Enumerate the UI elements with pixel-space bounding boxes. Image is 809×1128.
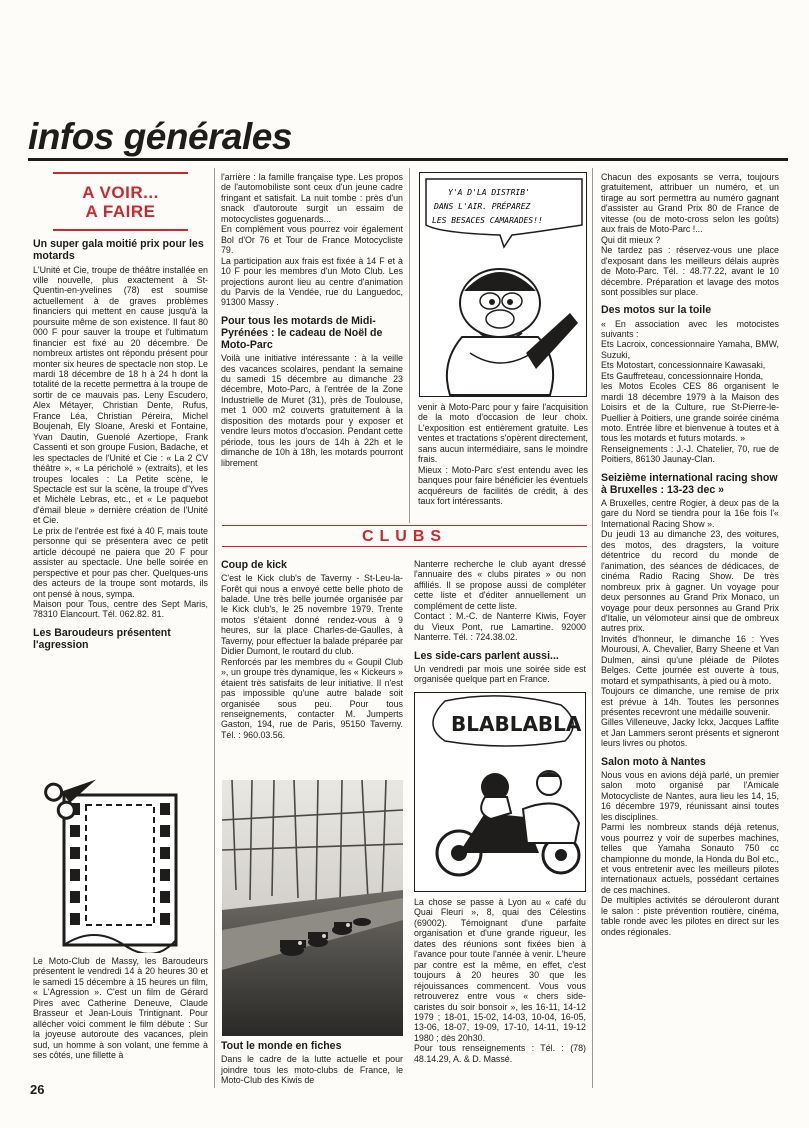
sidecar-comic-illustration: [414, 692, 586, 892]
article-paragraph: L'Unité et Cie, troupe de théâtre installée en ville nouvelle, plus exactement à St-Quentin-en-yvelines (78) est soumise actuellement à de graves problèmes financiers qui mettent en cause jusqu'à la poursuite même de son existence. Il faut 80 000 F pour sauver la troupe et l'ultimatum financier est fixé au 20 décembre. De nombreux artistes ont répondu présent pour monter six heures de spectacle non stop. Le mardi 18 décembre de 18 h à 24 h dont la totalité de la recette permettra à la troupe de sortir de ce mauvais pas. Leny Escudero, Alex Métayer, Christian Dente, Rufus, France Léa, Christian Péreira, Michel Boujenah, Ely Sloane, Areski et Fontaine, Yvan Dautin, Guenolé Azertiope, Frank Cassenti et son groupe Fusion, Badache, et les spectacles de l'Unité et Cie : « La 2 CV théâtre », « La péricholé » (extraits), et les troupes locales : La Petite scène, le Spectacle est sur la scène, la troupe d'Yves et Michèle Lebras, etc., et « Le paquebot d'émail bleue » dernière création de l'Unité et Cie.: [33, 264, 208, 526]
column-1-continued: [33, 956, 208, 1061]
voir-title: A VOIR... A FAIRE: [82, 183, 159, 221]
voir-rule-bottom: [53, 229, 188, 231]
article-paragraph: « En association avec les motocistes suivants :: [601, 318, 779, 339]
voir-rule-top: [53, 172, 188, 174]
article-paragraph: Nanterre recherche le club ayant dressé l'annuaire des « clubs pirates » ou non affiliés. Il se propose aussi de compléter cette liste et d'éditer annuellement un complément de cette liste.: [414, 559, 586, 611]
article-paragraph: Ne tardez pas : réservez-vous une place d'exposant dans les meilleurs délais auprès de Moto-Parc. Tél. : 48.77.22, avant le 10 décembre. Préparation et lavage des motos sont possibles sur place.: [601, 245, 779, 297]
column-4: [601, 172, 779, 937]
article-paragraph: Contact : M.-C. de Nanterre Kiwis, Foyer du Vieux Pont, rue Lamartine. 92000 Nanterre. Tél. : 724.38.02.: [414, 611, 586, 643]
column-2b-continued: [221, 1040, 403, 1085]
column-1: [33, 172, 208, 653]
article-paragraph: Voilà une initiative intéressante : à la veille des vacances scolaires, pendant la semaine du samedi 15 décembre au dimanche 23 décembre, Moto-Parc, à l'entrée de la Zone Industrielle de Muret (31), près de Toulouse, met 1 000 m2 couverts gratuitement à la disposition des motards pour y exposer et vendre leurs motos d'occasion. Pendant cette période, tous les jours de 14h à 22h et le dimanche de 10h à 18h, les motards pourront librement: [221, 353, 403, 468]
article-paragraph: En complément vous pourrez voir également Bol d'Or 76 et Tour de France Motocycliste 79.: [221, 224, 403, 256]
article-heading: Tout le monde en fiches: [221, 1040, 342, 1052]
cartoon-illustration: [419, 172, 587, 397]
photo-motorcycles-icon: [222, 780, 403, 1036]
article-paragraph: Dans le cadre de la lutte actuelle et pour joindre tous les moto-clubs de France, le Moto-Club des Kiwis de: [221, 1054, 403, 1085]
article-paragraph: C'est le Kick club's de Taverny - St-Leu-la-Forêt qui nous a envoyé cette belle photo de balade. Une très belle journée organisée par le Kick club's, le 25 novembre 1979. Trente motos s'étaient donné rendez-vous à 9 heures, sur la place Charles-de-Gaulles, à Taverny, pour effectuer la balade préparée par Didier Dumont, le routard du club.: [221, 573, 403, 657]
article-paragraph: La participation aux frais est fixée à 14 F et à 10 F pour les membres d'un Moto Club. Les projections auront lieu au centre d'animation du Parvis de la Vendée, rue du Languedoc, 91300 Massy .: [221, 255, 403, 308]
column-3b-continued: [414, 897, 586, 1064]
column-divider: [214, 168, 215, 1088]
article-paragraph: venir à Moto-Parc pour y faire l'acquisition de la moto d'occasion de leur choix. L'exposition est entièrement gratuite. Les ventes et tractations s'opèrent directement, sans aucun intermédiaire, sans le moindre frais.: [418, 402, 588, 465]
scissors-film-icon: [34, 775, 206, 953]
article-heading: Des motos sur la toile: [601, 304, 712, 317]
column-2b: [221, 559, 403, 740]
article-paragraph: Chacun des exposants se verra, toujours gratuitement, attribuer un numéro, et un tirage au sort permettra au numéro gagnant d'assister au Grand Prix 80 de France de vitesse (ou de moto-cross selon les goûts) aux frais de Moto-Parc !...: [601, 172, 779, 235]
column-3: [418, 402, 588, 507]
sidecar-icon: [415, 693, 586, 892]
article-paragraph: La chose se passe à Lyon au « café du Quai Fleuri », 8, quai des Célestins (69002). Témoignant d'une parfaite organisation et d'une grande rigueur, les dates des réunions sont fixées bien à l'avance pour toute l'année à venir. L'heure par contre est la même, en effet, c'est toujours à 20 heures 30 que les réjouissances commencent. Vous vous retrouverez entre vous « chers side-caristes du soir bonsoir », les 16-11, 14-12 1979 ; 18-01, 15-02, 14-03, 10-04, 16-05, 13-06, 18-07, 19-09, 17-10, 14-11, 19-12 1980 ; dès 20h30.: [414, 897, 586, 1043]
page-title: infos générales: [28, 116, 292, 157]
article-paragraph: Du jeudi 13 au dimanche 23, des voitures, des motos, des dragsters, la voiture détentrice du record du monde de l'animation, des séances de dédicaces, de cinéma Radio Racing Show. De très nombreux prix à gagner. Un voyage pour deux personnes au Grand Prix Monaco, un voyage pour deux personnes au Grand Prix d'Italie, un vélomoteur ainsi que de ombreux autres prix.: [601, 529, 779, 634]
article-paragraph: l'arrière : la famille française type. Les propos de l'automobiliste sont ceux d'un jeune cadre fringant et satisfait. La nuit tombe : près d'un snack d'autoroute surgit un essaim de motocyclistes goguenards...: [221, 172, 403, 224]
article-paragraph: Ets Gauffreteau, concessionnaire Honda,: [601, 370, 764, 381]
article-paragraph: Maison pour Tous, centre des Sept Maris, 78310 Elancourt. Tél. 062.82. 81.: [33, 599, 208, 620]
article-heading: Les Baroudeurs présentent l'agression: [33, 626, 171, 651]
article-paragraph: Le Moto-Club de Massy, les Baroudeurs présentent le vendredi 14 à 20 heures 30 et le samedi 15 décembre à 15 heures un film, « L'Agression ». C'est un film de Gérard Pires avec Catherine Deneuve, Claude Brasseur et Jean-Louis Trintignant. Pour allécher voici comment le film débute : Sur la joyeuse autoroute des vacances, plein sud, un homme à son volant, une femme à ses côtés, une fillette à: [33, 956, 208, 1061]
clubs-section-header: [222, 525, 587, 547]
article-paragraph: Pour tous renseignements : Tél. : (78) 48.14.29, A. & D. Massé.: [414, 1043, 586, 1064]
clubs-title: CLUBS: [361, 528, 448, 545]
bubble-line-2: DANS L'AIR. PRÉPAREZ: [434, 202, 531, 211]
article-paragraph: Nous vous en avions déjà parlé, un premier salon moto organisé par l'Amicale Motocycliste de Nantes, aura lieu les 14, 15, 16 décembre 1979, réunissant ainsi toutes les disciplines.: [601, 769, 779, 822]
article-paragraph: Renforcés par les membres du « Goupil Club », un groupe très dynamique, les « Kickeurs » étaient très satisfaits de leur initiative. Il n'est pas impossible qu'une autre balade soit organisée sous peu. Pour tous renseignements, contacter M. Jumperts Gaston, 194, rue de Paris, 95150 Taverny. Tél. : 960.03.56.: [221, 656, 403, 740]
article-paragraph: Qui dit mieux ?: [601, 234, 661, 245]
article-paragraph: A Bruxelles, centre Rogier, à deux pas de la gare du Nord se tiendra pour la 16e fois l'« International Racing Show ».: [601, 497, 779, 529]
bubble-line-1: Y'A D'LA DISTRIB': [448, 188, 530, 197]
article-paragraph: Toujours ce dimanche, une remise de prix est prévue à 14h. Toutes les personnes présentes recevront une médaille souvenir.: [601, 686, 779, 718]
article-heading: Les side-cars parlent aussi...: [414, 649, 559, 662]
column-divider: [592, 168, 593, 1088]
header-rule: [28, 158, 788, 161]
page-number: 26: [30, 1082, 45, 1097]
article-paragraph: De multiples activités se dérouleront durant le salon : piste prévention routière, cinéma, table ronde avec les pilotes en direct sur les ondes régionales.: [601, 895, 779, 937]
article-heading: Pour tous les motards de Midi-Pyrénées : le cadeau de Noël de Moto-Parc: [221, 314, 383, 352]
scissors-film-illustration: [34, 775, 206, 953]
comic-speech-text: BLABLABLA: [451, 712, 582, 736]
article-paragraph: Ets Lacroix, concessionnaire Yamaha, BMW, Suzuki,: [601, 339, 779, 360]
club-ride-photo: [222, 780, 403, 1036]
article-paragraph: Renseignements : J.-J. Chatelier, 70, rue de Poitiers, 86130 Jaunay-Clan.: [601, 443, 779, 465]
article-paragraph: Invités d'honneur, le dimanche 16 : Yves Mourousi, A. Chevalier, Barry Sheene et Van Dulmen, ainsi qu'une pléiade de Pilotes Belges. Cette journée est ouverte à tous, motard et sympathisants, à pied ou à moto.: [601, 633, 779, 686]
article-paragraph: Un vendredi par mois une soirée side est organisée quelque part en France.: [414, 663, 586, 685]
article-paragraph: Ets Motostart, concessionnaire Kawasaki,: [601, 360, 766, 371]
article-heading: Un super gala moitié prix pour les motards: [33, 238, 204, 263]
article-heading: Coup de kick: [221, 559, 287, 571]
column-3b: [414, 559, 586, 685]
column-2: [221, 172, 403, 468]
column-divider: [409, 168, 410, 523]
cartoon-character-icon: [420, 173, 587, 397]
article-paragraph: Parmi les nombreux stands déjà retenus, vous pourrez y voir de superbes machines, telles que Yamaha Sonauto 750 cc championne du monde, la Honda du Bol etc., et vous entretenir avec les meilleurs pilotes internationaux actuels, possédant certaines de ces machines.: [601, 822, 779, 895]
article-heading: Salon moto à Nantes: [601, 755, 706, 768]
article-paragraph: Mieux : Moto-Parc s'est entendu avec les banques pour faire bénéficier les éventuels acquéreurs de facilités de crédit, à des taux fort intéressants.: [418, 464, 588, 507]
article-heading: Seizième international racing show à Bruxelles : 13-23 dec »: [601, 471, 778, 496]
article-paragraph: Gilles Villeneuve, Jacky Ickx, Jacques Laffite et Jan Lammers seront présents et signeront leurs livres ou photos.: [601, 717, 779, 749]
bubble-line-3: LES BESACES CAMARADES!!: [432, 216, 543, 225]
article-paragraph: Le prix de l'entrée est fixé à 40 F, mais toute personne qui se présentera avec ce petit article découpé ne paiera que 20 F pour assister au spectacle. Une belle soirée en perspective et pour pas cher. Quelques-uns des acteurs de la troupe sont motards, ils ont pensé à nous, sympa.: [33, 525, 208, 599]
article-paragraph: les Motos Ecoles CES 86 organisent le mardi 18 décembre 1979 à la Maison des Loisirs et de la Culture, rue St-Pierre-le-Puellier à Poitiers, une grande soirée cinéma moto. Entrée libre et bienvenue à toutes et à tous les motards et futurs motards. »: [601, 381, 779, 444]
